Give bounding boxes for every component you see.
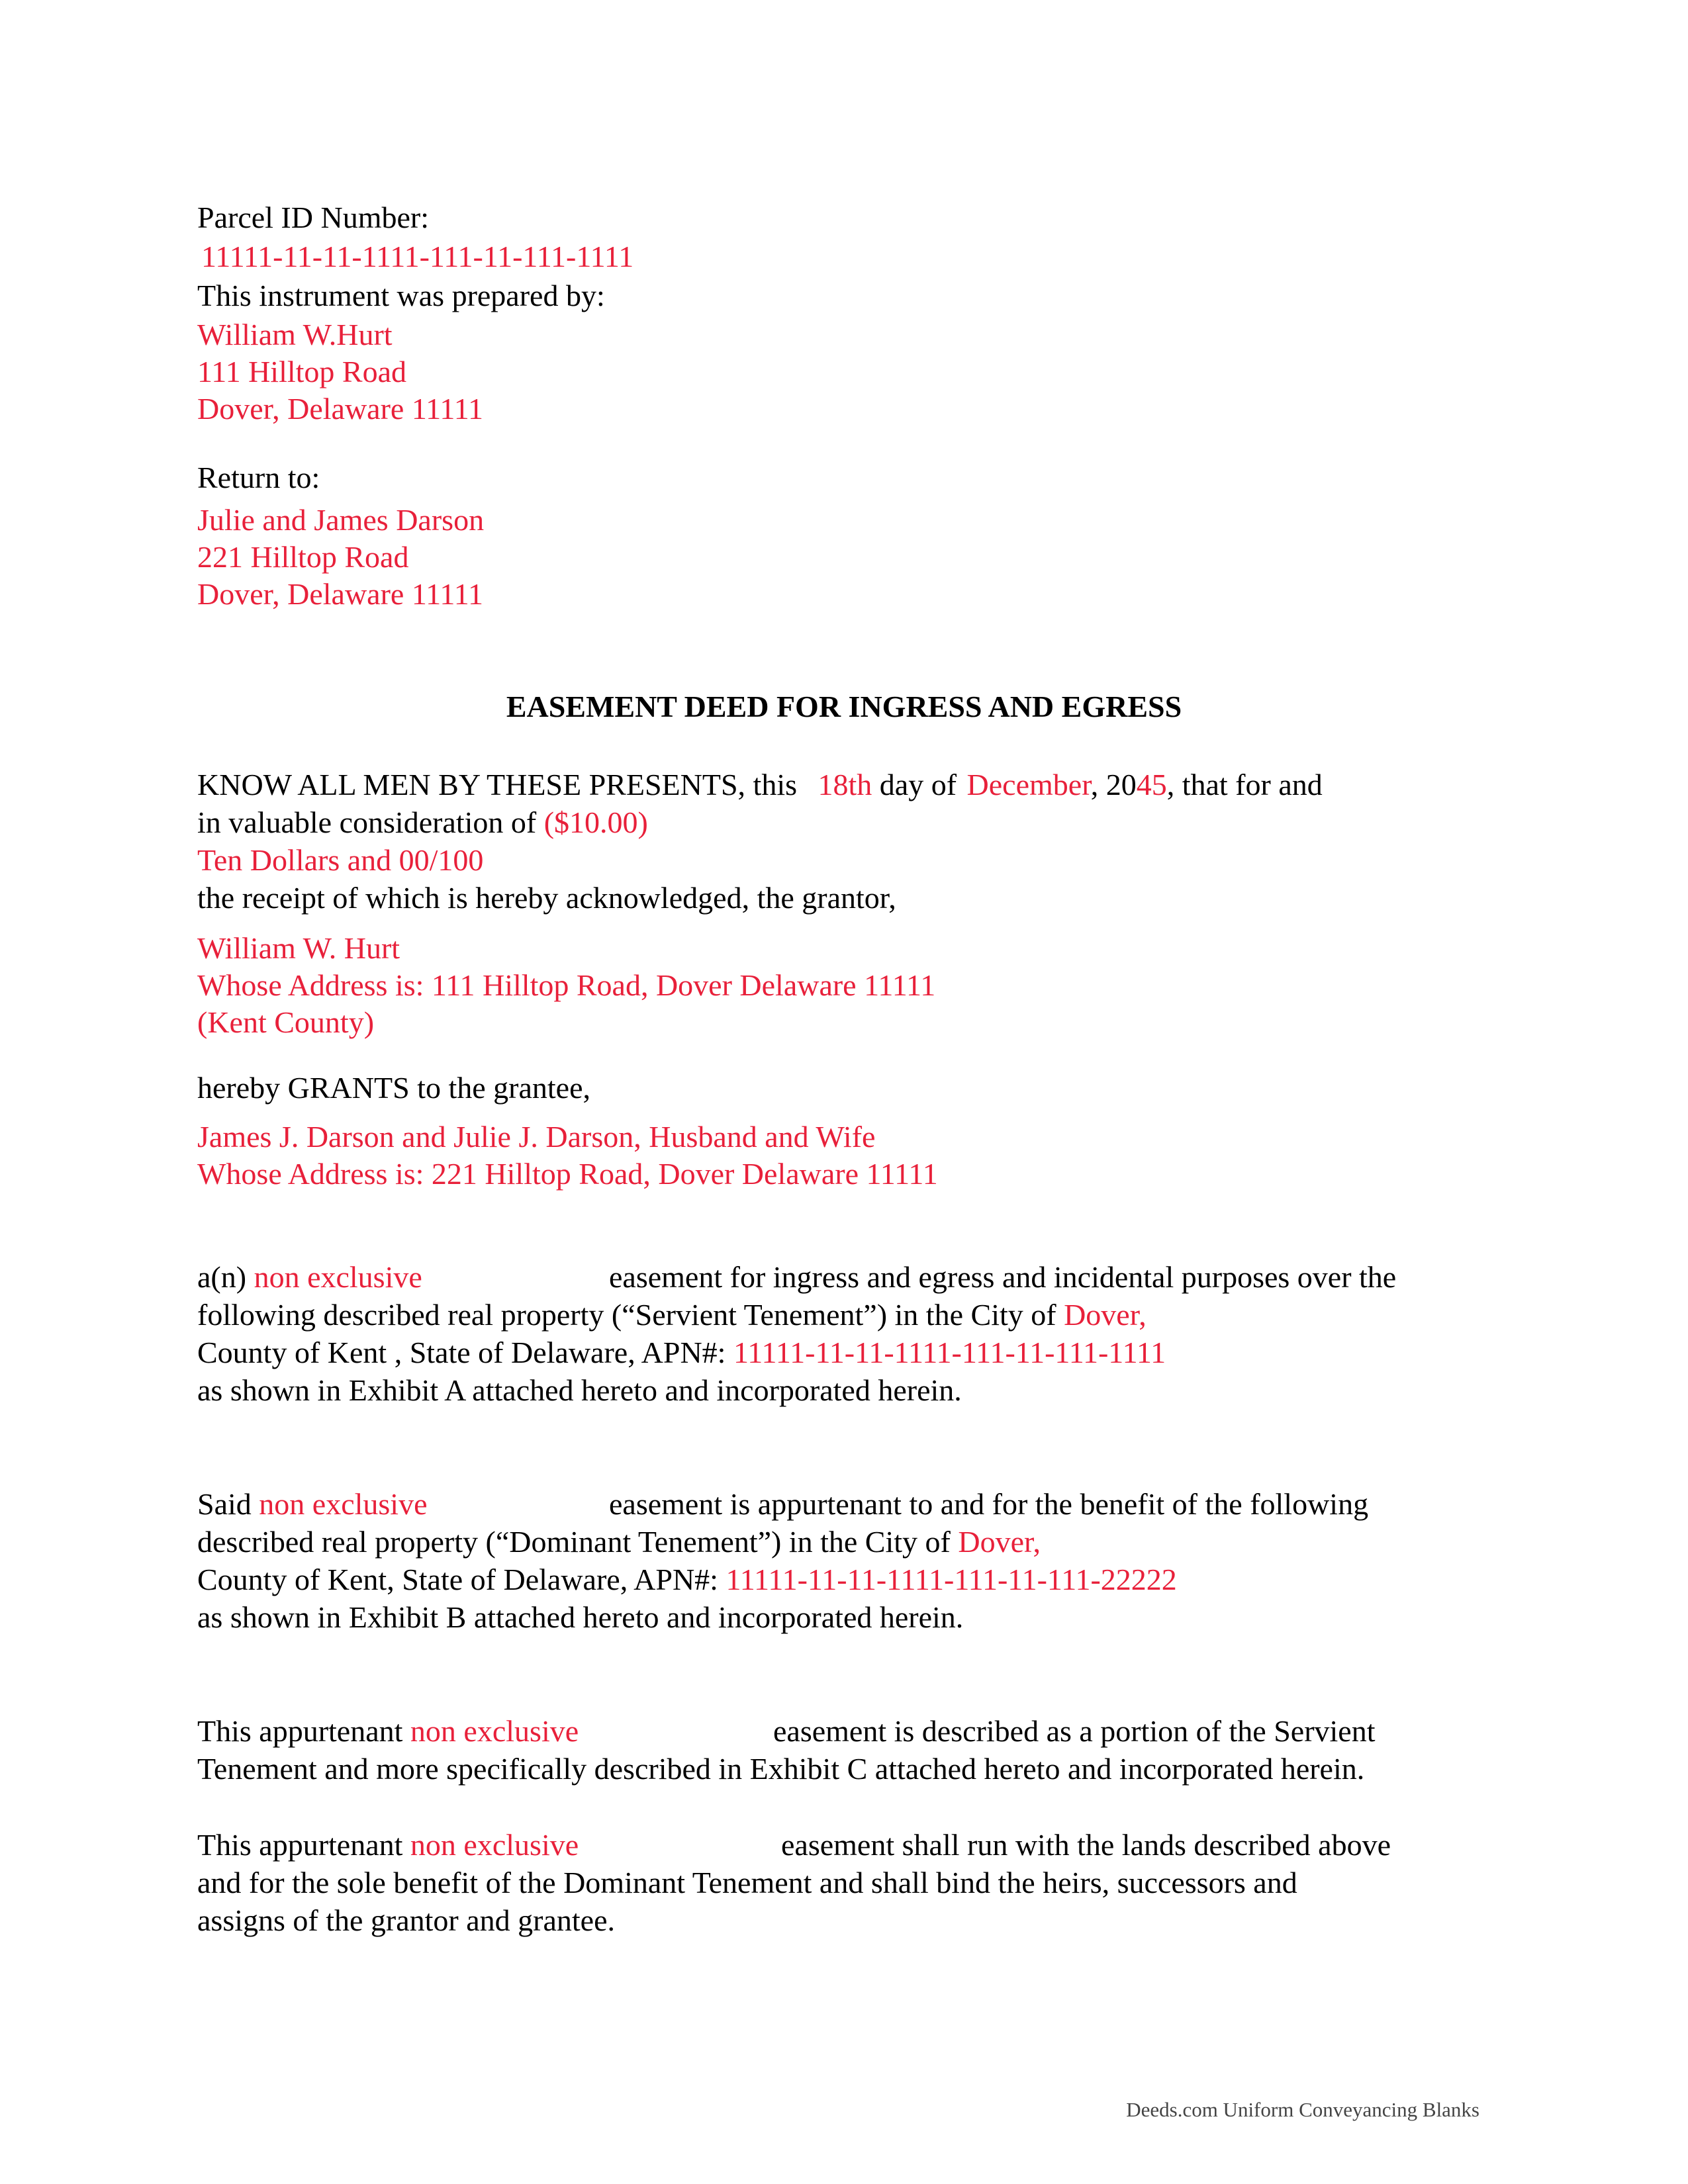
para2-type: non exclusive [259, 1487, 428, 1521]
para2-city: Dover, [958, 1525, 1041, 1559]
intro-line-1 [197, 766, 1323, 803]
preparer-street: 111 Hilltop Road [197, 355, 407, 388]
para2-line-4: as shown in Exhibit B attached hereto and incorporated herein. [197, 1600, 964, 1634]
preparer-name: William W.Hurt [197, 318, 393, 351]
intro-after-year: , that for and [1166, 768, 1323, 801]
intro-year-prefix: , 20 [1090, 768, 1137, 801]
parcel-label: Parcel ID Number: [197, 201, 429, 234]
para3-line-2: Tenement and more specifically described in Exhibit C attached hereto and incorporated herein. [197, 1752, 1365, 1786]
para2-line2-lead: described real property (“Dominant Tenement”) in the City of [197, 1525, 959, 1559]
para4-line-3: assigns of the grantor and grantee. [197, 1903, 616, 1937]
grantor-address: Whose Address is: 111 Hilltop Road, Dover Delaware 11111 [197, 968, 936, 1002]
consideration-words: Ten Dollars and 00/100 [197, 843, 484, 877]
parcel-number: 11111-11-11-1111-111-11-111-1111 [201, 240, 634, 273]
return-label: Return to: [197, 461, 320, 494]
para2-rest: easement is appurtenant to and for the benefit of the following [609, 1487, 1369, 1521]
para2-apn: 11111-11-11-1111-111-11-111-22222 [726, 1563, 1177, 1596]
para2-line-1 [197, 1486, 1369, 1523]
para4-rest: easement shall run with the lands described above [781, 1828, 1391, 1862]
prepared-by-label: This instrument was prepared by: [197, 279, 605, 312]
intro-year-suffix: 45 [1136, 768, 1167, 801]
para4-lead: This appurtenant [197, 1828, 410, 1862]
footer-text: Deeds.com Uniform Conveyancing Blanks [1126, 2098, 1479, 2121]
grantor-name: William W. Hurt [197, 931, 400, 965]
intro-line-2 [197, 804, 648, 841]
intro-lead: KNOW ALL MEN BY THESE PRESENTS, this [197, 768, 805, 801]
para1-line-2 [197, 1297, 1147, 1334]
grantee-name: James J. Darson and Julie J. Darson, Husband and Wife [197, 1120, 876, 1154]
para1-lead: a(n) [197, 1260, 254, 1294]
para1-line3-lead: County of Kent , State of Delaware, APN#: [197, 1336, 733, 1369]
para1-line2-lead: following described real property (“Servient Tenement”) in the City of [197, 1298, 1064, 1332]
consideration-amount: ($10.00) [543, 805, 648, 839]
para1-line-4: as shown in Exhibit A attached hereto and incorporated herein. [197, 1373, 962, 1407]
para2-line-2 [197, 1524, 1041, 1561]
para4-line-1 [197, 1827, 1391, 1864]
para3-type: non exclusive [410, 1714, 579, 1748]
para1-line-1 [197, 1259, 1397, 1296]
grantee-address: Whose Address is: 221 Hilltop Road, Dover Delaware 11111 [197, 1157, 938, 1191]
return-name: Julie and James Darson [197, 503, 485, 537]
para1-type: non exclusive [254, 1260, 422, 1294]
para3-line-1 [197, 1713, 1376, 1750]
return-city: Dover, Delaware 11111 [197, 577, 483, 611]
para2-line3-lead: County of Kent, State of Delaware, APN#: [197, 1563, 726, 1596]
grantor-county: (Kent County) [197, 1005, 375, 1039]
intro-day-of: day of [872, 768, 964, 801]
grants-text: hereby GRANTS to the grantee, [197, 1071, 591, 1105]
para1-apn: 11111-11-11-1111-111-11-111-1111 [733, 1336, 1166, 1369]
para1-city: Dover, [1064, 1298, 1147, 1332]
intro-day: 18th [818, 768, 872, 801]
para2-lead: Said [197, 1487, 259, 1521]
para4-type: non exclusive [410, 1828, 579, 1862]
para3-rest: easement is described as a portion of the Servient [773, 1714, 1376, 1748]
para3-lead: This appurtenant [197, 1714, 410, 1748]
consideration-lead: in valuable consideration of [197, 805, 544, 839]
para1-rest: easement for ingress and egress and incidental purposes over the [609, 1260, 1397, 1294]
document-title: EASEMENT DEED FOR INGRESS AND EGRESS [506, 690, 1182, 723]
para4-line-2: and for the sole benefit of the Dominant Tenement and shall bind the heirs, successors and [197, 1866, 1297, 1899]
receipt-text: the receipt of which is hereby acknowledged, the grantor, [197, 881, 896, 915]
return-street: 221 Hilltop Road [197, 540, 409, 574]
intro-month: December [966, 768, 1091, 801]
para2-line-3 [197, 1561, 1177, 1598]
para1-line-3 [197, 1334, 1166, 1371]
preparer-city: Dover, Delaware 11111 [197, 392, 483, 426]
